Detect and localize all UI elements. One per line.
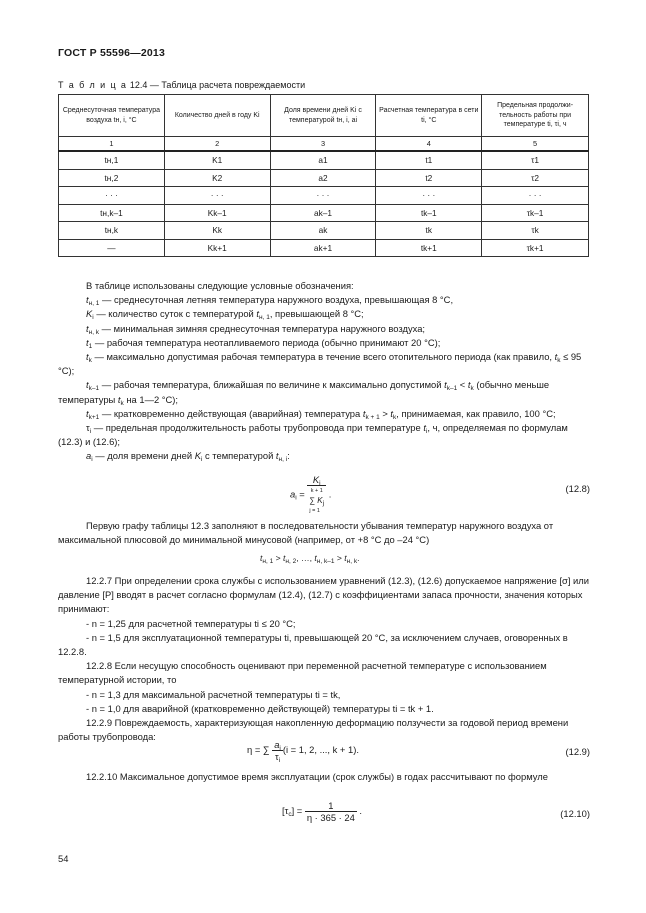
table-cell: τ1 — [482, 151, 589, 169]
table-cell: tk–1 — [376, 204, 482, 222]
table-header-cell: Расчетная температура в сети ti, °С — [376, 95, 482, 137]
definition-item: $K_i$ — количество суток с температурой $t_{н, 1}$, превышающей 8 °С; — [86, 308, 364, 322]
definition-item: $t_k$ — максимально допустимая рабочая температура в течение всего отопительного периода (как правило, $t_k \le 95$ °С); — [58, 351, 582, 377]
page-number: 54 — [58, 853, 69, 864]
formula-12-9: η = ∑ $\frac{a_i}{\tau_i}$ (i = 1, 2, ..., k + 1). — [247, 739, 359, 764]
table-caption-label: Т а б л и ц а — [58, 80, 128, 90]
table-caption-text: 12.4 — Таблица расчета повреждаемости — [127, 80, 306, 90]
definitions-block — [58, 279, 590, 464]
equation-number: (12.9) — [565, 746, 590, 757]
table-cell: τk+1 — [482, 239, 589, 257]
table-header-cell: Доля времени дней Ki с температурой tн, i, ai — [270, 95, 376, 137]
table-cell: τk — [482, 222, 589, 240]
paragraph-first-column: Первую графу таблицы 12.3 заполняют в последовательности убывания температур наружного воздуха от максимальной плюсовой до минимальной минусовой (например, от +8 °С до –24 °С) — [58, 520, 554, 546]
equation-number: (12.8) — [565, 483, 590, 494]
table-row — [59, 151, 589, 169]
table-cell: tн,2 — [59, 169, 165, 187]
table-caption — [58, 80, 305, 90]
table-cell: tн,k–1 — [59, 204, 165, 222]
section-12-2-9: 12.2.9 Повреждаемость, характеризующая накопленную деформацию ползучести за годовой период времени работы трубопровода: — [58, 717, 569, 743]
equation-number: (12.10) — [560, 808, 590, 819]
formula-12-10: $[\tau_c]$ = $\frac{1}{\eta \cdot 365 \cdot 24}$ . — [282, 800, 363, 823]
table-row — [59, 222, 589, 240]
table-cell: a1 — [270, 151, 376, 169]
list-item: - n = 1,5 для эксплуатационной температуры ti, превышающей 20 °С, за исключением случаев, оговоренных в 12.2.8. — [58, 631, 568, 658]
table-cell: tk — [376, 222, 482, 240]
table-cell: — — [59, 239, 165, 257]
list-item: - n = 1,0 для аварийной (кратковременно действующей) температуры ti = tk + 1. — [86, 702, 434, 714]
table-cell: · · · — [164, 187, 270, 205]
table-row — [59, 239, 589, 257]
column-number: 3 — [270, 137, 376, 152]
table-cell: t2 — [376, 169, 482, 187]
section-12-2-7: 12.2.7 При определении срока службы с использованием уравнений (12.3), (12.6) допускаемое напряжение [σ] или давление [P] вводят в расчет согласно формулам (12.4), (12.7) с коэффициентами запаса прочности, значения которых принимают: - n = 1,25 для расчетной температуры ti ≤ 20 °С; - n = 1,5 для эксплуатационной температуры ti, превышающей 20 °С, за исключением случаев, оговоренных в 12.2.8. 12.2.8 Если несущую способность оценивают при переменной расчетной температуре с использованием температурной истории, то - n = 1,3 для максимальной расчетной температуры ti = tk, - n = 1,0 для аварийной (кратковременно действующей) температуры ti = tk + 1. 12.2.9 Повреждаемость, характеризующая накопленную деформацию ползучести за годовой период времени работы трубопровода: — [58, 574, 590, 744]
column-number: 4 — [376, 137, 482, 152]
table-cell: tk+1 — [376, 239, 482, 257]
definition-item: $t_{н, 1}$ — среднесуточная летняя температура наружного воздуха, превышающая 8 °С, — [86, 294, 454, 308]
temperature-sequence-formula: $t_{н, 1} > t_{н, 2}$, …, $t_{н, k-1} > t_{н, k}$. — [260, 553, 360, 565]
formula-12-8: $a_i$ = $K_i$ k + 1 ∑ $K_j$ j = 1 . — [290, 474, 332, 514]
list-item: - n = 1,3 для максимальной расчетной температуры ti = tk, — [86, 688, 341, 700]
column-number: 5 — [482, 137, 589, 152]
table-header-cell: Среднесуточная температура воздуха tн, i, °С — [59, 95, 165, 137]
table-row — [59, 204, 589, 222]
table-cell: τk–1 — [482, 204, 589, 222]
column-number: 1 — [59, 137, 165, 152]
definition-item: $a_i$ — доля времени дней $K_i$ с температурой $t_{н, i}$: — [86, 450, 290, 464]
table-header-cell: Предельная продолжительность работы при температуре ti, τi, ч — [482, 95, 589, 137]
table-cell: ak–1 — [270, 204, 376, 222]
table-column-number-row — [59, 137, 589, 152]
column-number: 2 — [164, 137, 270, 152]
table-header-cell: Количество дней в году Ki — [164, 95, 270, 137]
table-cell: τ2 — [482, 169, 589, 187]
table-cell: Kk — [164, 222, 270, 240]
document-header: ГОСТ Р 55596—2013 — [58, 47, 166, 59]
table-cell: Kk+1 — [164, 239, 270, 257]
table-cell: tн,1 — [59, 151, 165, 169]
table-cell: · · · — [482, 187, 589, 205]
table-cell: · · · — [59, 187, 165, 205]
table-cell: a2 — [270, 169, 376, 187]
table-header-row — [59, 95, 589, 137]
definition-item: $t_{н, k}$ — минимальная зимняя среднесуточная температура наружного воздуха; — [86, 322, 426, 336]
definition-item: $t_{k+1}$ — кратковременно действующая (аварийная) температура $t_{k + 1} > t_k$, принимаемая, как правило, 100 °С; — [86, 407, 556, 421]
definitions-intro: В таблице использованы следующие условные обозначения: — [86, 280, 354, 291]
section-12-2-8: 12.2.8 Если несущую способность оценивают при переменной расчетной температуре с использованием температурной истории, то — [58, 660, 547, 686]
definition-item: $t_{k-1}$ — рабочая температура, ближайшая по величине к максимально допустимой $t_{k-1} < t_k$ (обычно меньше температуры $t_k$ на 1—2 °С); — [58, 379, 550, 407]
damage-calculation-table — [58, 94, 589, 257]
table-cell: · · · — [376, 187, 482, 205]
definition-item: $\tau_i$ — предельная продолжительность работы трубопровода при температуре $t_i$, ч, определяемая по формулам (12.3) и (12.6); — [58, 422, 568, 448]
table-cell: K2 — [164, 169, 270, 187]
table-row — [59, 169, 589, 187]
table-row — [59, 187, 589, 205]
table-cell: tн,k — [59, 222, 165, 240]
table-cell: t1 — [376, 151, 482, 169]
table-cell: Kk–1 — [164, 204, 270, 222]
list-item: - n = 1,25 для расчетной температуры ti ≤ 20 °С; — [86, 617, 296, 629]
table-cell: ak — [270, 222, 376, 240]
table-cell: K1 — [164, 151, 270, 169]
definition-item: $t_1$ — рабочая температура неотапливаемого периода (обычно принимают 20 °С); — [86, 336, 441, 350]
table-cell: · · · — [270, 187, 376, 205]
section-12-2-10: 12.2.10 Максимальное допустимое время эксплуатации (срок службы) в годах рассчитывают по формуле — [86, 771, 548, 782]
table-cell: ak+1 — [270, 239, 376, 257]
